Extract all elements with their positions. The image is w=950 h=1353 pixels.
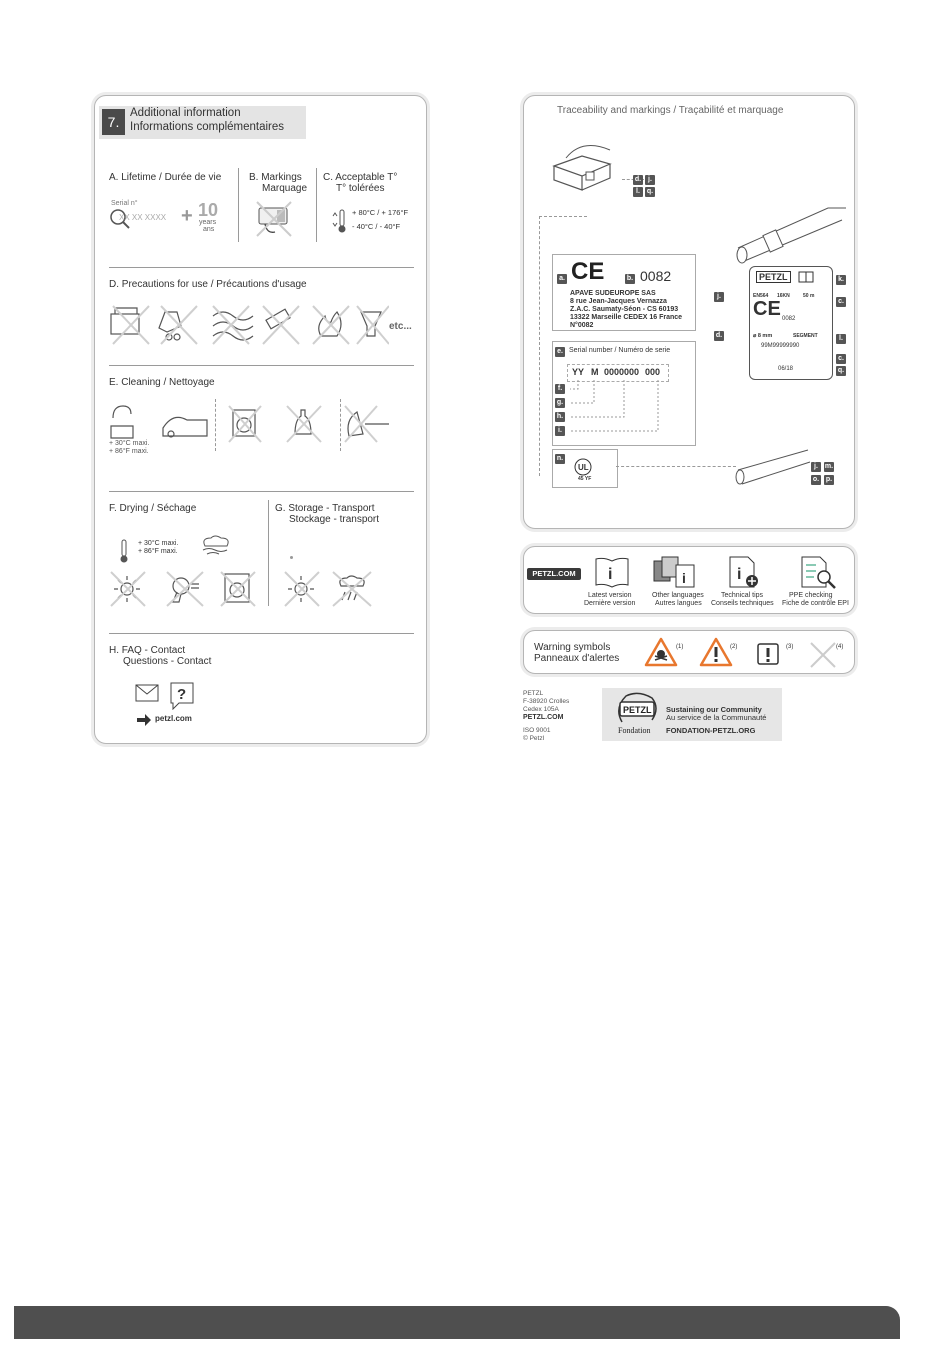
- precautions-icons: [109, 304, 389, 346]
- traceability-title: Traceability and markings / Traçabilité et marquage: [557, 105, 784, 116]
- letter-q: q.: [837, 367, 845, 374]
- letter-f: f.: [555, 384, 565, 394]
- warning-note-2: (2): [730, 644, 738, 650]
- petzl-badge[interactable]: PETZL.COM: [527, 568, 581, 580]
- sustaining-en: Sustaining our Community: [666, 705, 762, 714]
- cert-line: Z.A.C. Saumaty-Séon - CS 60193: [570, 306, 679, 313]
- ce-mark: CE: [571, 258, 605, 285]
- divider: [340, 399, 341, 451]
- letter-l: l.: [633, 187, 643, 197]
- serial-number-label: Serial number / Numéro de serie: [569, 347, 671, 354]
- cert-line: N°0082: [570, 322, 594, 329]
- label-length: 50 m: [803, 293, 815, 299]
- warning-symbols-panel: [523, 630, 855, 674]
- ul-code: 45 YF: [578, 476, 592, 482]
- temp-max: + 80°C / + 176°F: [352, 208, 409, 217]
- danger-skull-icon: [644, 637, 678, 667]
- address-website[interactable]: PETZL.COM: [523, 714, 564, 721]
- link-label-fr[interactable]: Autres langues: [655, 600, 702, 607]
- plus-sign: +: [181, 205, 193, 227]
- lifetime-heading: A. Lifetime / Durée de vie: [109, 172, 222, 183]
- book-info-icon[interactable]: [594, 555, 630, 589]
- label-segment: SEGMENT: [793, 333, 818, 339]
- fondation-website[interactable]: FONDATION-PETZL.ORG: [666, 726, 756, 735]
- label-force: 16KN: [777, 293, 790, 299]
- cert-line: 13322 Marseille CEDEX 16 France: [570, 314, 683, 321]
- divider: [109, 365, 414, 366]
- letter-o: o.: [812, 476, 820, 483]
- cert-name: APAVE SUDEUROPE SAS: [570, 290, 656, 297]
- label-serial: 99M99999990: [761, 343, 800, 349]
- washing-icons: [109, 404, 409, 444]
- divider: [268, 500, 269, 606]
- letter-q: q.: [646, 188, 654, 195]
- serial-m: M: [591, 367, 599, 377]
- notice-exclamation-icon: [757, 643, 779, 665]
- years-en: years: [199, 219, 217, 226]
- rope-icon: [734, 204, 846, 264]
- years-number: 10: [198, 200, 219, 220]
- link-label-en[interactable]: PPE checking: [789, 592, 833, 599]
- divider: [109, 633, 414, 634]
- letter-d: d.: [715, 332, 723, 339]
- languages-icon[interactable]: [652, 555, 696, 589]
- serial-label: Serial n°: [111, 200, 138, 207]
- rope-end-icon: [732, 446, 812, 488]
- letter-h: h.: [556, 413, 564, 420]
- drying-temp-f: + 86°F maxi.: [138, 548, 178, 555]
- temperature-heading-fr: T° tolérées: [336, 183, 385, 194]
- letter-j: j.: [645, 175, 655, 185]
- warning-note-4: (4): [836, 644, 844, 650]
- cleaning-heading: E. Cleaning / Nettoyage: [109, 377, 215, 388]
- markings-heading-fr: Marquage: [262, 183, 308, 194]
- address-line: F-38920 Crolles: [523, 698, 570, 705]
- divider: [316, 168, 317, 242]
- connector: [616, 466, 736, 467]
- ppe-checking-icon[interactable]: [798, 555, 838, 589]
- thermometer-icon: [119, 538, 129, 564]
- marking-tag-icon: [255, 200, 293, 238]
- letter-e: e.: [555, 347, 565, 357]
- letter-k: k.: [836, 275, 846, 285]
- section-title-fr: Informations complémentaires: [130, 121, 285, 133]
- section-title-en: Additional information: [130, 107, 241, 119]
- label-diameter: ⌀ 8 mm: [753, 333, 773, 339]
- address-line: PETZL: [523, 690, 544, 697]
- svg-text:i: i: [682, 570, 686, 586]
- link-label-en[interactable]: Other languages: [652, 592, 704, 599]
- warning-exclamation-icon: [699, 637, 733, 667]
- drying-temp-c: + 30°C maxi.: [138, 540, 179, 547]
- notified-body-number: 0082: [640, 268, 672, 284]
- technical-tips-icon[interactable]: [726, 555, 760, 589]
- svg-text:UL: UL: [578, 463, 589, 472]
- letter-j: j.: [811, 462, 821, 472]
- letter-m: m.: [824, 463, 834, 470]
- drying-heading: F. Drying / Séchage: [109, 503, 197, 514]
- thermometer-icon: [331, 208, 347, 234]
- sustaining-fr: Au service de la Communauté: [666, 713, 767, 722]
- warning-note-3: (3): [786, 644, 794, 650]
- connector: [539, 216, 540, 476]
- forbidden-cross-icon: [809, 641, 837, 669]
- letter-a: a.: [557, 274, 567, 284]
- letter-d: d.: [634, 176, 642, 183]
- dot: [290, 556, 293, 559]
- box-icon: [546, 136, 616, 192]
- rope-label: [749, 266, 833, 380]
- etc-text: etc...: [389, 321, 412, 332]
- divider: [109, 491, 414, 492]
- link-label-en[interactable]: Latest version: [588, 592, 632, 599]
- bottom-bar: [14, 1306, 900, 1339]
- faq-heading-fr: Questions - Contact: [123, 656, 212, 667]
- warnings-title-fr: Panneaux d'alertes: [534, 653, 620, 664]
- serial-yy: YY: [572, 367, 585, 377]
- link-label-fr[interactable]: Conseils techniques: [711, 600, 774, 607]
- connector: [539, 216, 587, 217]
- letter-i: i.: [555, 426, 565, 436]
- link-label-en[interactable]: Technical tips: [721, 592, 764, 599]
- letter-p: p.: [825, 476, 833, 483]
- svg-text:?: ?: [177, 686, 187, 703]
- markings-heading: B. Markings: [249, 172, 302, 183]
- book-icon: [798, 271, 814, 283]
- serial-value: XX XX XXXX: [119, 213, 167, 222]
- years-fr: ans: [203, 226, 215, 233]
- envelope-icon: [135, 684, 159, 702]
- cert-line: 8 rue Jean-Jacques Vernazza: [570, 298, 667, 305]
- serial-num: 0000000: [604, 367, 640, 377]
- arrow-right-icon: [137, 714, 151, 726]
- warnings-title-en: Warning symbols: [534, 642, 611, 653]
- letter-l: l.: [836, 334, 846, 344]
- temperature-heading: C. Acceptable T°: [323, 172, 398, 183]
- drying-forbidden-icons: [109, 570, 259, 608]
- links-panel: [523, 546, 855, 614]
- storage-heading-fr: Stockage - transport: [289, 514, 380, 525]
- svg-text:i: i: [608, 566, 613, 583]
- link-label-fr[interactable]: Fiche de contrôle EPI: [782, 600, 849, 607]
- storage-heading: G. Storage - Transport: [275, 503, 375, 514]
- serial-connectors: [568, 380, 668, 435]
- label-brand: PETZL: [756, 271, 791, 283]
- letter-j: j.: [714, 292, 724, 302]
- logo-text: PETZL: [623, 705, 652, 715]
- air-dry-icon: [199, 534, 233, 556]
- traceability-panel: [523, 95, 855, 529]
- additional-info-panel: [94, 95, 427, 744]
- divider: [215, 399, 216, 451]
- letter-b: b.: [626, 275, 634, 282]
- faq-heading: H. FAQ - Contact: [109, 645, 186, 656]
- letter-c: c.: [836, 297, 846, 307]
- letter-n: n.: [556, 455, 564, 462]
- svg-text:i: i: [737, 566, 742, 583]
- cleaning-temp-f: + 86°F maxi.: [109, 448, 149, 455]
- temp-min: - 40°C / - 40°F: [352, 222, 401, 231]
- question-icon: [170, 682, 194, 710]
- storage-forbidden-icons: [283, 570, 379, 608]
- divider: [109, 267, 414, 268]
- iso-text: ISO 9001: [523, 727, 551, 734]
- cleaning-temp-c: + 30°C maxi.: [109, 440, 150, 447]
- copyright-text: © Petzl: [523, 735, 545, 742]
- warning-note-1: (1): [676, 644, 684, 650]
- address-line: Cedex 105A: [523, 706, 559, 713]
- serial-suffix: 000: [645, 367, 661, 377]
- label-standard: EN564: [753, 293, 769, 299]
- label-ce-mark: CE: [753, 298, 781, 320]
- letter-g: g.: [556, 399, 564, 406]
- label-date: 06/18: [778, 366, 794, 372]
- precautions-heading: D. Precautions for use / Précautions d'usage: [109, 279, 307, 290]
- divider: [238, 168, 239, 242]
- fondation-label: Fondation: [618, 726, 651, 735]
- label-code: 0082: [782, 316, 796, 322]
- link-label-fr[interactable]: Dernière version: [584, 600, 636, 607]
- letter-c: c.: [836, 354, 846, 364]
- website-link[interactable]: petzl.com: [155, 714, 192, 723]
- section-number: 7.: [102, 109, 125, 135]
